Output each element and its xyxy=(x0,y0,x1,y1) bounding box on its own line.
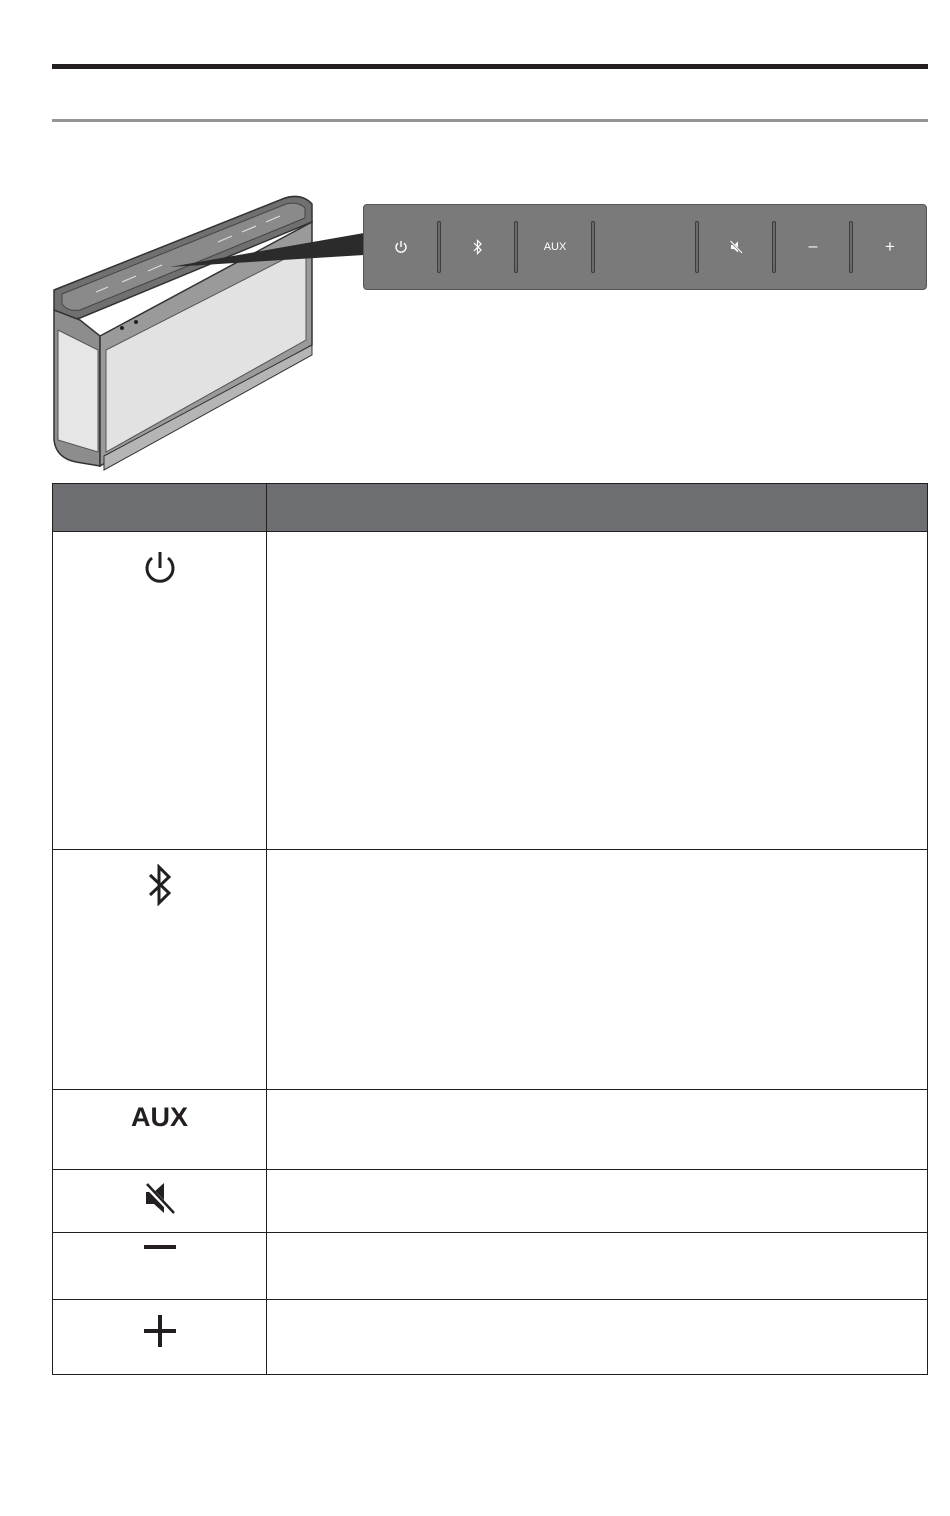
mute-icon xyxy=(729,240,743,254)
table-header-row xyxy=(53,484,928,532)
bluetooth-icon xyxy=(473,239,483,255)
description-cell xyxy=(267,532,928,850)
callout-pointer xyxy=(170,225,370,275)
icon-cell xyxy=(53,532,267,850)
power-icon xyxy=(394,240,408,254)
icon-cell xyxy=(53,1300,267,1375)
minus-label: – xyxy=(808,238,818,255)
description-cell xyxy=(267,1300,928,1375)
panel-volume-up-button xyxy=(853,205,927,289)
buttons-table xyxy=(52,483,928,1375)
panel-volume-down-button xyxy=(776,205,850,289)
header-button xyxy=(53,484,267,532)
plus-icon xyxy=(143,1314,177,1348)
icon-cell xyxy=(53,1233,267,1300)
panel-aux-button xyxy=(518,205,592,289)
icon-cell xyxy=(53,850,267,1090)
section-rule xyxy=(52,119,928,122)
icon-cell xyxy=(53,1170,267,1233)
aux-label: AUX xyxy=(543,241,567,253)
description-cell xyxy=(267,1233,928,1300)
panel-bluetooth-button xyxy=(441,205,515,289)
plus-label: + xyxy=(885,237,895,256)
mute-icon xyxy=(143,1180,177,1216)
button-panel-callout xyxy=(363,204,927,290)
bluetooth-icon xyxy=(147,864,173,906)
icon-cell xyxy=(53,1090,267,1170)
table-row xyxy=(53,1233,928,1300)
panel-separator xyxy=(591,221,595,273)
header-description xyxy=(267,484,928,532)
description-cell xyxy=(267,1170,928,1233)
table-row xyxy=(53,1090,928,1170)
panel-power-button xyxy=(364,205,438,289)
power-icon xyxy=(142,550,178,586)
top-rule xyxy=(52,64,928,69)
panel-mute-button xyxy=(699,205,773,289)
minus-icon xyxy=(143,1243,177,1253)
table-row xyxy=(53,850,928,1090)
table-row xyxy=(53,532,928,850)
aux-label: AUX xyxy=(130,1102,188,1132)
description-cell xyxy=(267,850,928,1090)
table-row xyxy=(53,1170,928,1233)
description-cell xyxy=(267,1090,928,1170)
table-row xyxy=(53,1300,928,1375)
